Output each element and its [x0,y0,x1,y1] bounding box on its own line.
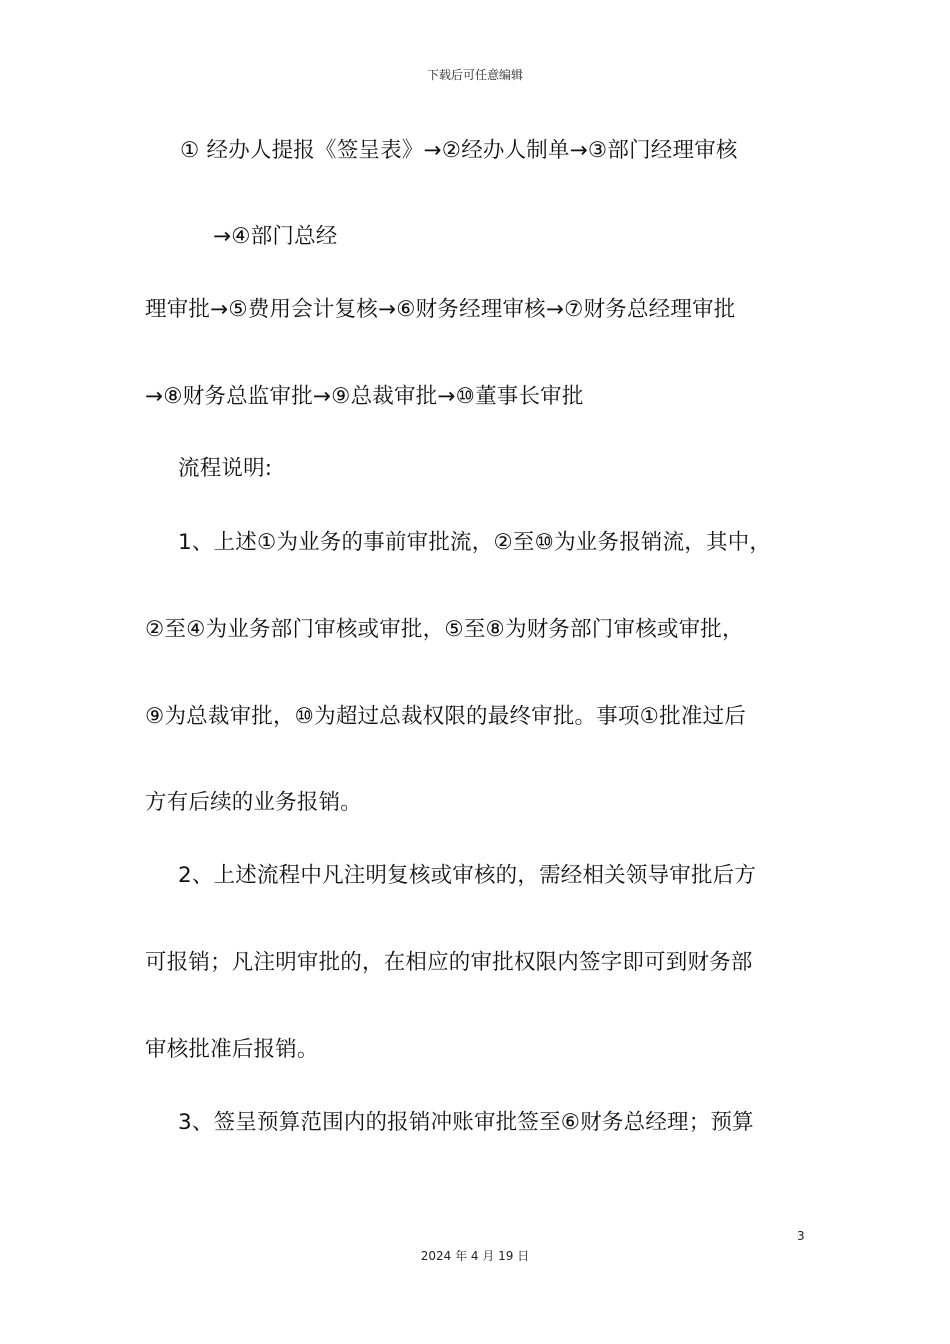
paragraph-1-line-3: ⑨为总裁审批，⑩为超过总裁权限的最终审批。事项①批准过后 [145,704,746,729]
flow-line-4: →⑧财务总监审批→⑨总裁审批→⑩董事长审批 [145,384,584,409]
footer-date: 2024 年 4 月 19 日 [420,1249,530,1263]
paragraph-2-line-2: 可报销；凡注明审批的，在相应的审批权限内签字即可到财务部 [145,950,753,975]
page-number: 3 [797,1229,805,1243]
flow-line-3: 理审批→⑤费用会计复核→⑥财务经理审核→⑦财务总经理审批 [145,297,736,322]
paragraph-3-line-1: 3、签呈预算范围内的报销冲账审批签至⑥财务总经理；预算 [178,1110,754,1135]
section-heading: 流程说明: [178,456,273,481]
flow-line-2: →④部门总经 [213,224,338,249]
paragraph-1-line-2: ②至④为业务部门审核或审批，⑤至⑧为财务部门审核或审批， [145,617,744,642]
flow-line-1: ① 经办人提报《签呈表》→②经办人制单→③部门经理审核 [180,138,738,163]
paragraph-1-line-1: 1、上述①为业务的事前审批流，②至⑩为业务报销流，其中， [178,530,772,555]
paragraph-2-line-3: 审核批准后报销。 [145,1037,319,1062]
page-header: 下载后可任意编辑 [426,68,523,82]
paragraph-2-line-1: 2、上述流程中凡注明复核或审核的，需经相关领导审批后方 [178,863,757,888]
paragraph-1-line-4: 方有后续的业务报销。 [145,790,363,815]
